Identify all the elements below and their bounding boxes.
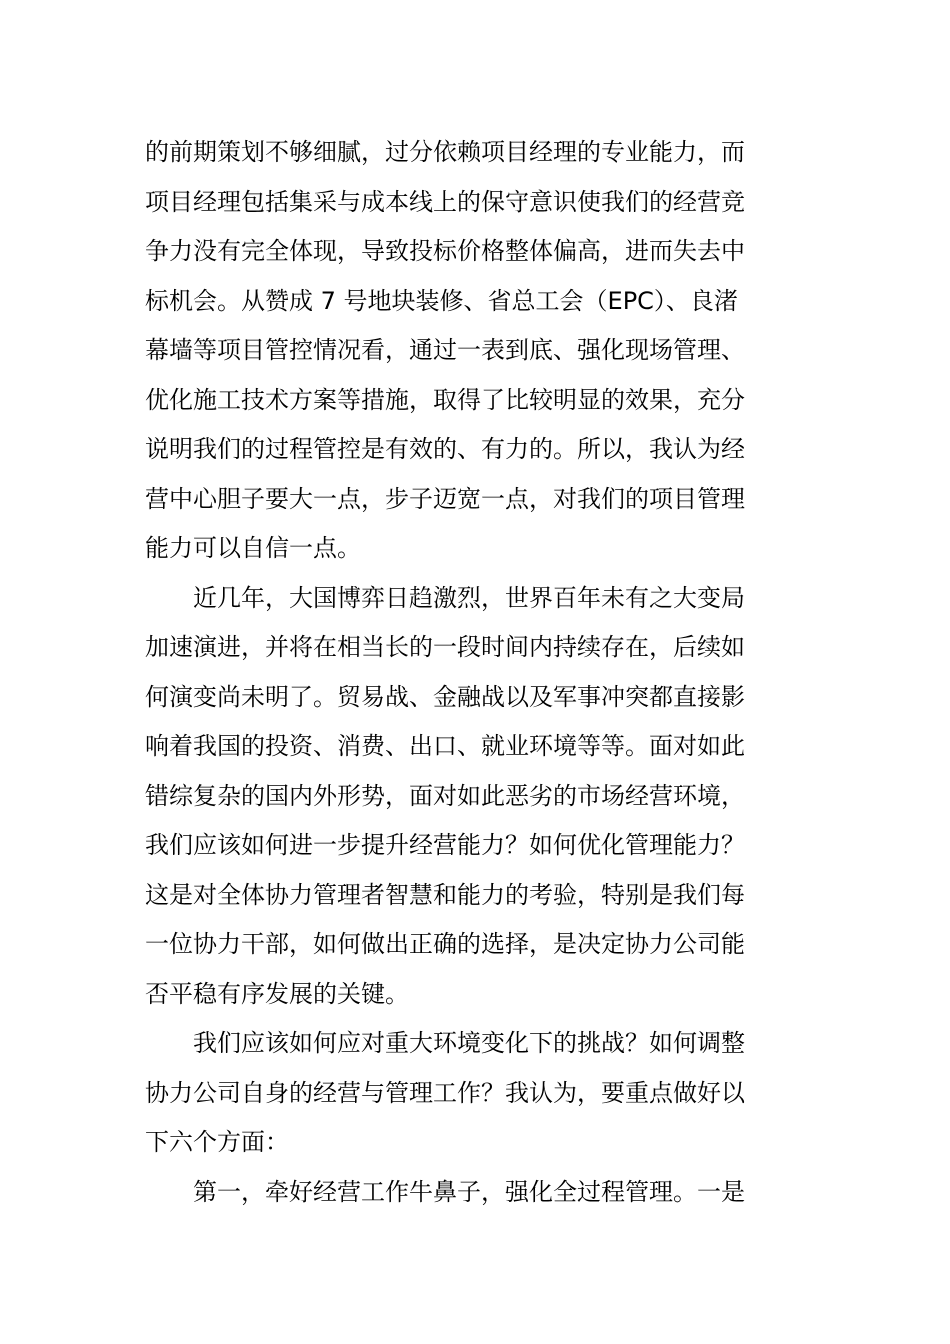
text-line: 加速演进，并将在相当长的一段时间内持续存在，后续如	[145, 633, 745, 661]
paragraph-start-line: 我们应该如何应对重大环境变化下的挑战？如何调整	[193, 1029, 745, 1057]
text-line: 否平稳有序发展的关键。	[145, 979, 409, 1008]
text-line: 下六个方面：	[145, 1128, 289, 1156]
text-line: 错综复杂的国内外形势，面对如此恶劣的市场经营环境，	[145, 781, 745, 810]
text-line: 说明我们的过程管控是有效的、有力的。所以，我认为经	[145, 435, 745, 463]
text-line: 幕墙等项目管控情况看，通过一表到底、强化现场管理、	[145, 336, 745, 364]
paragraph-start-line: 第一，牵好经营工作牛鼻子，强化全过程管理。一是	[193, 1177, 745, 1206]
text-line: 优化施工技术方案等措施，取得了比较明显的效果，充分	[145, 385, 745, 414]
text-line: 的前期策划不够细腻，过分依赖项目经理的专业能力，而	[145, 138, 745, 166]
text-line: 我们应该如何进一步提升经营能力？如何优化管理能力？	[145, 831, 745, 859]
text-line: 争力没有完全体现，导致投标价格整体偏高，进而失去中	[145, 237, 745, 265]
text-line: 响着我国的投资、消费、出口、就业环境等等。面对如此	[145, 732, 745, 760]
text-line: 项目经理包括集采与成本线上的保守意识使我们的经营竞	[145, 187, 745, 216]
paragraph-start-line: 近几年，大国博弈日趋激烈，世界百年未有之大变局	[193, 583, 745, 612]
text-line: 标机会。从赞成 7 号地块装修、省总工会（EPC）、良渚	[145, 286, 738, 315]
text-line: 营中心胆子要大一点，步子迈宽一点，对我们的项目管理	[145, 484, 745, 513]
text-line: 协力公司自身的经营与管理工作？我认为，要重点做好以	[145, 1078, 745, 1107]
text-line: 这是对全体协力管理者智慧和能力的考验，特别是我们每	[145, 880, 745, 909]
text-line: 一位协力干部，如何做出正确的选择，是决定协力公司能	[145, 930, 745, 958]
text-line: 能力可以自信一点。	[145, 534, 361, 562]
text-line: 何演变尚未明了。贸易战、金融战以及军事冲突都直接影	[145, 682, 745, 711]
